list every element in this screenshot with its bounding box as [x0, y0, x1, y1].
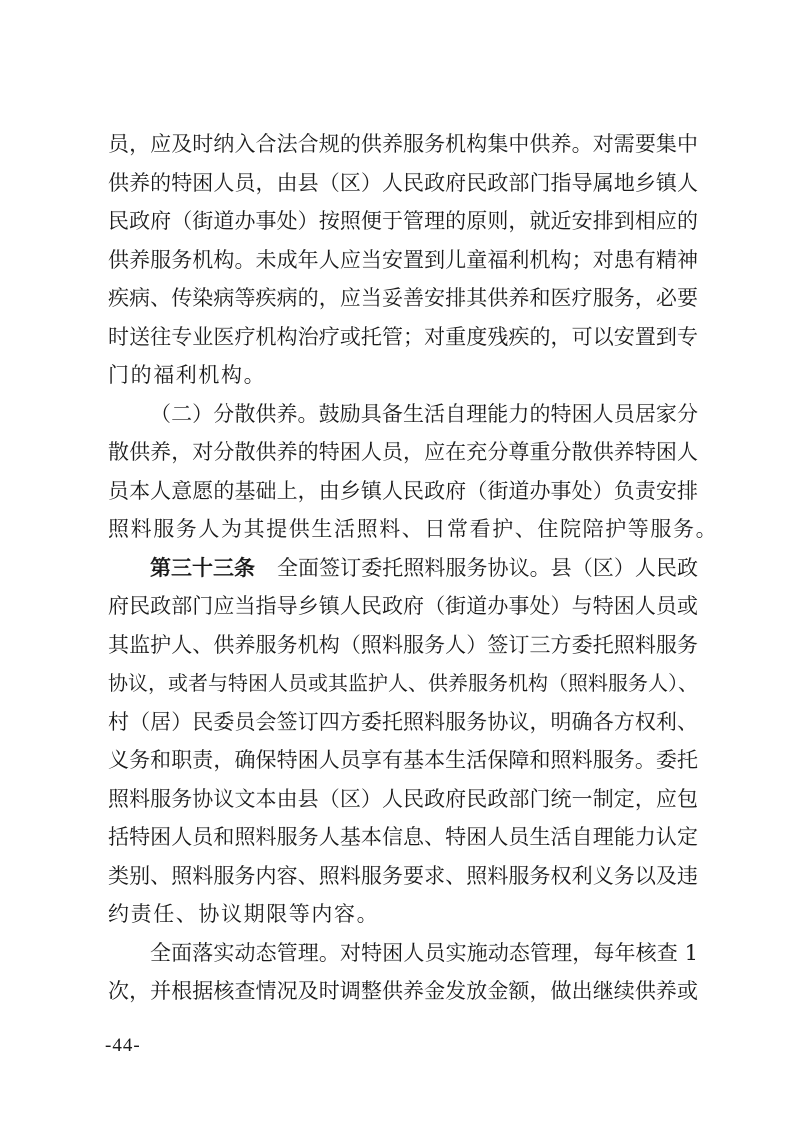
text-line: 类别、照料服务内容、照料服务要求、照料服务权利义务以及违: [108, 863, 698, 888]
text-line: 时送往专业医疗机构治疗或托管；对重度残疾的，可以安置到专: [108, 324, 698, 349]
text-line: （二）分散供养。鼓励具备生活自理能力的特困人员居家分: [150, 401, 698, 426]
body-text: [108, 125, 719, 1011]
text-line: 供养服务机构。未成年人应当安置到儿童福利机构；对患有精神: [108, 247, 698, 272]
article-heading-line: [108, 549, 698, 588]
text-line: 括特困人员和照料服务人基本信息、特困人员生活自理能力认定: [108, 825, 698, 849]
text-line: 疾病、传染病等疾病的，应当妥善安排其供养和医疗服务，必要: [108, 286, 698, 310]
text-line: 照料服务协议文本由县（区）人民政府民政部门统一制定，应包: [108, 786, 698, 811]
text-line: 门的福利机构。: [108, 363, 267, 387]
text-line: 员，应及时纳入合法合规的供养服务机构集中供养。对需要集中: [108, 132, 698, 156]
text-line: 照料服务人为其提供生活照料、日常看护、住院陪护等服务。: [108, 517, 719, 541]
text-line: 员本人意愿的基础上，由乡镇人民政府（街道办事处）负责安排: [108, 478, 698, 503]
text-line: 协议，或者与特困人员或其监护人、供养服务机构（照料服务人）、: [108, 671, 698, 695]
text-line: 供养的特困人员，由县（区）人民政府民政部门指导属地乡镇人: [108, 170, 698, 195]
text-line: 全面落实动态管理。对特困人员实施动态管理，每年核查 1: [150, 940, 698, 965]
text-line: 义务和职责，确保特困人员享有基本生活保障和照料服务。委托: [108, 748, 698, 772]
text-line: 村（居）民委员会签订四方委托照料服务协议，明确各方权利、: [108, 709, 698, 734]
text-line: 府民政部门应当指导乡镇人民政府（街道办事处）与特困人员或: [108, 594, 698, 618]
text-line: 民政府（街道办事处）按照便于管理的原则，就近安排到相应的: [108, 209, 698, 233]
text-line: 其监护人、供养服务机构（照料服务人）签订三方委托照料服务: [108, 632, 698, 657]
article-number: 第三十三条: [150, 555, 255, 580]
page-number: -44-: [105, 1035, 141, 1056]
article-text: 全面签订委托照料服务协议。县（区）人民政: [277, 555, 698, 580]
text-line: 次，并根据核查情况及时调整供养金发放金额，做出继续供养或: [108, 979, 698, 1003]
text-line: 约责任、协议期限等内容。: [108, 902, 380, 926]
text-line: 散供养，对分散供养的特困人员，应在充分尊重分散供养特困人: [108, 440, 698, 464]
